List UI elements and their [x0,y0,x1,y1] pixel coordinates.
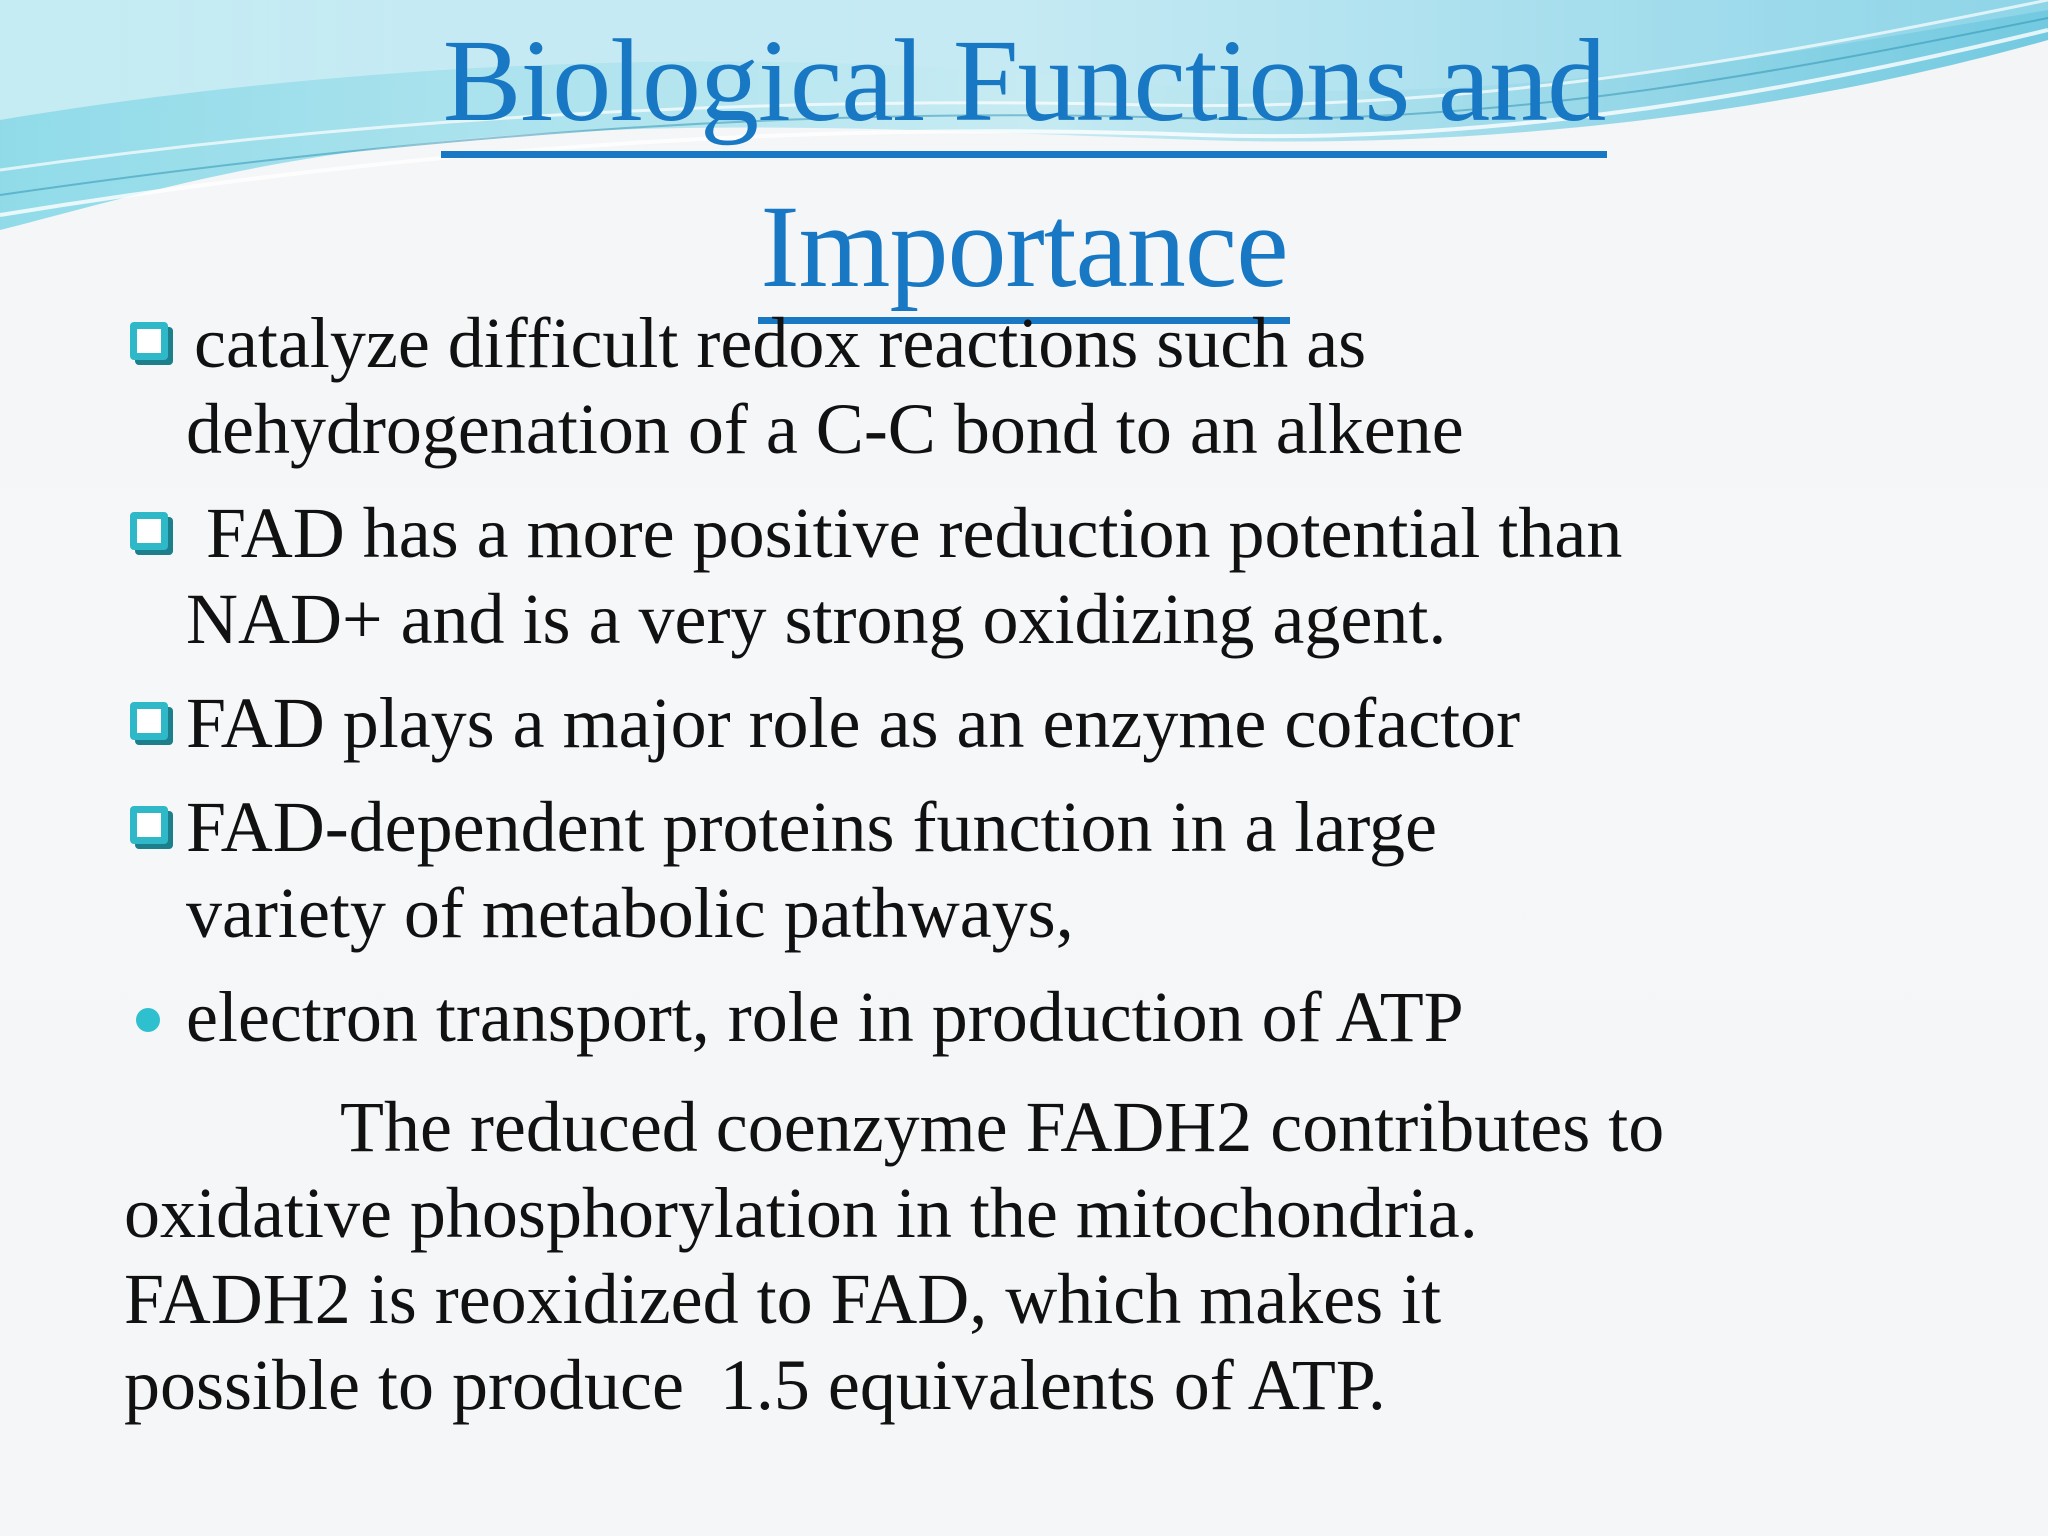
bullet-text: FAD has a more positive reduction potential than [206,493,1623,573]
list-item [126,490,1986,662]
square-checkbox-icon [130,512,168,550]
round-bullet-icon [136,1008,160,1032]
paragraph-line: FADH2 is reoxidized to FAD, which makes it [124,1259,1442,1339]
square-checkbox-icon [130,806,168,844]
bullet-text: NAD+ and is a very strong oxidizing agent. [186,579,1447,659]
square-checkbox-icon [130,322,168,360]
list-item [126,300,1986,472]
bullet-list [126,300,1986,1078]
bullet-text: FAD plays a major role as an enzyme cofactor [186,683,1521,763]
title-line-1: Biological Functions and [441,11,1607,158]
bullet-text: electron transport, role in production of ATP [186,977,1464,1057]
bullet-text: catalyze difficult redox reactions such as [194,303,1367,383]
paragraph-line: The reduced coenzyme FADH2 contributes to [340,1087,1665,1167]
bullet-text: variety of metabolic pathways, [186,873,1074,953]
body-paragraph [124,1084,2004,1428]
list-item [126,680,1986,766]
title-line-2: Importance [758,177,1289,324]
list-item [126,974,1986,1060]
paragraph-line: oxidative phosphorylation in the mitochondria. [124,1173,1478,1253]
square-checkbox-icon [130,702,168,740]
paragraph-line: possible to produce 1.5 equivalents of ATP. [124,1345,1386,1425]
bullet-text: dehydrogenation of a C-C bond to an alkene [186,389,1464,469]
bullet-text: FAD-dependent proteins function in a large [186,787,1437,867]
slide-title [0,0,2048,326]
list-item [126,784,1986,956]
